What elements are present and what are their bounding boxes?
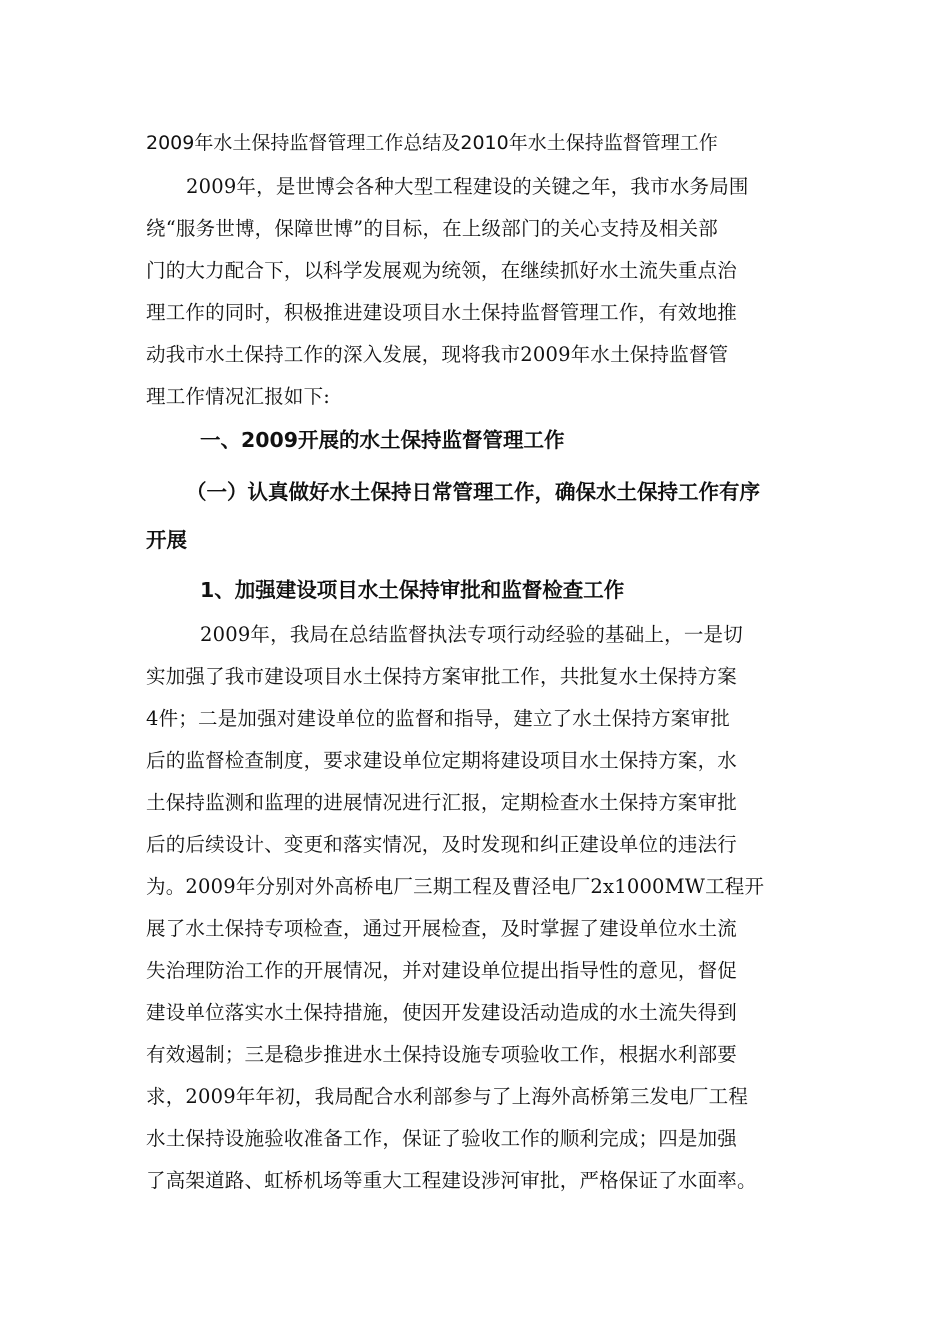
body-line: 实加强了我市建设项目水土保持方案审批工作，共批复水土保持方案 [146,665,738,688]
body-line: 失治理防治工作的开展情况，并对建设单位提出指导性的意见，督促 [146,959,738,982]
body-line: 为。2009年分别对外高桥电厂三期工程及曹泾电厂2x1000MW工程开 [146,875,765,898]
body-line: 求，2009年年初，我局配合水利部参与了上海外高桥第三发电厂工程 [146,1085,749,1108]
body-line: 4件；二是加强对建设单位的监督和指导，建立了水土保持方案审批 [146,707,730,730]
body-line: 后的后续设计、变更和落实情况，及时发现和纠正建设单位的违法行 [146,833,738,856]
intro-line: 理工作情况汇报如下: [146,385,331,408]
item-heading: 1、加强建设项目水土保持审批和监督检查工作 [200,578,625,602]
body-line: 后的监督检查制度，要求建设单位定期将建设项目水土保持方案，水 [146,749,738,772]
intro-line: 动我市水土保持工作的深入发展，现将我市2009年水土保持监督管 [146,343,729,366]
subsection-heading-continued: 开展 [146,528,187,552]
intro-line: 理工作的同时，积极推进建设项目水土保持监督管理工作，有效地推 [146,301,738,324]
body-line: 建设单位落实水土保持措施，使因开发建设活动造成的水土流失得到 [146,1001,738,1024]
body-line: 展了水土保持专项检查，通过开展检查，及时掌握了建设单位水土流 [146,917,738,940]
intro-line: 门的大力配合下，以科学发展观为统领，在继续抓好水土流失重点治 [146,259,738,282]
subsection-heading: （一）认真做好水土保持日常管理工作，确保水土保持工作有序 [186,480,760,504]
intro-line: 绕“服务世博，保障世博”的目标，在上级部门的关心支持及相关部 [146,217,718,240]
section-heading: 一、2009开展的水土保持监督管理工作 [200,428,565,452]
body-line: 水土保持设施验收准备工作，保证了验收工作的顺利完成；四是加强 [146,1127,738,1150]
body-line: 2009年，我局在总结监督执法专项行动经验的基础上，一是切 [200,623,743,646]
body-line: 土保持监测和监理的进展情况进行汇报，定期检查水土保持方案审批 [146,791,738,814]
body-line: 有效遏制；三是稳步推进水土保持设施专项验收工作，根据水利部要 [146,1043,738,1066]
body-line: 了高架道路、虹桥机场等重大工程建设涉河审批，严格保证了水面率。 [146,1169,757,1192]
document-title: 2009年水土保持监督管理工作总结及2010年水土保持监督管理工作 [146,132,718,154]
intro-line: 2009年，是世博会各种大型工程建设的关键之年，我市水务局围 [186,175,749,198]
